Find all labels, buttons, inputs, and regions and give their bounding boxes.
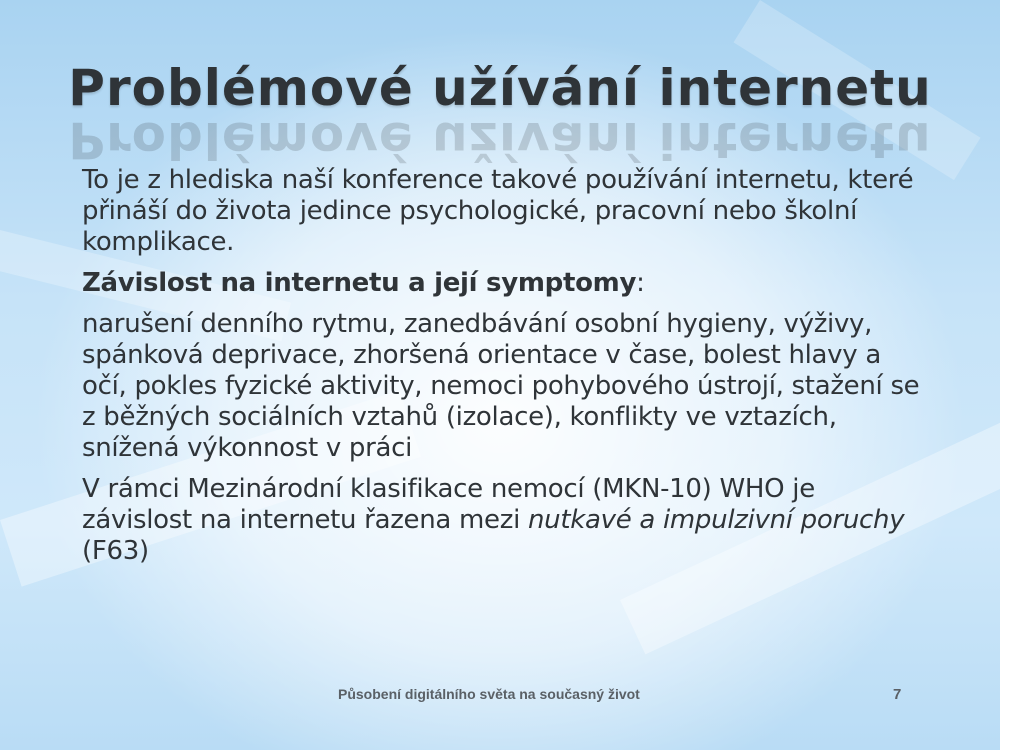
definition-paragraph bbox=[82, 165, 932, 258]
definition-text: To je z hlediska naší konference takové používání internetu, které přináší do života jedince psychologické, pracovní nebo školní komplikace. bbox=[82, 165, 914, 257]
classification-text-italic: nutkavé a impulzivní poruchy bbox=[528, 505, 905, 535]
classification-paragraph bbox=[82, 474, 932, 567]
classification-text-pre: V rámci Mezinárodní klasifikace nemocí (MKN-10) WHO je závislost na internetu řazena mezi bbox=[82, 474, 815, 535]
dependency-colon: : bbox=[636, 268, 645, 298]
dependency-heading-paragraph bbox=[82, 268, 932, 299]
title-reflection-text: Problémové užívání internetu bbox=[68, 111, 932, 169]
slide-body bbox=[82, 165, 932, 577]
symptoms-paragraph bbox=[82, 309, 932, 464]
slide-title: Problémové užívání internetu bbox=[68, 59, 932, 117]
classification-text-post: (F63) bbox=[82, 536, 149, 566]
dependency-heading: Závislost na internetu a její symptomy bbox=[82, 268, 637, 298]
page-number: 7 bbox=[893, 686, 902, 703]
footer-text: Působení digitálního světa na současný život bbox=[338, 686, 640, 702]
title-container bbox=[0, 56, 1000, 136]
symptoms-text: narušení denního rytmu, zanedbávání osobní hygieny, výživy, spánková deprivace, zhoršená orientace v čase, bolest hlavy a očí, pokles fyzické aktivity, nemoci pohybového ústrojí, stažení se z běžných sociálních vztahů (izolace), konflikty ve vztazích, snížená výkonnost v práci bbox=[82, 309, 920, 463]
slide-footer bbox=[0, 686, 1000, 706]
